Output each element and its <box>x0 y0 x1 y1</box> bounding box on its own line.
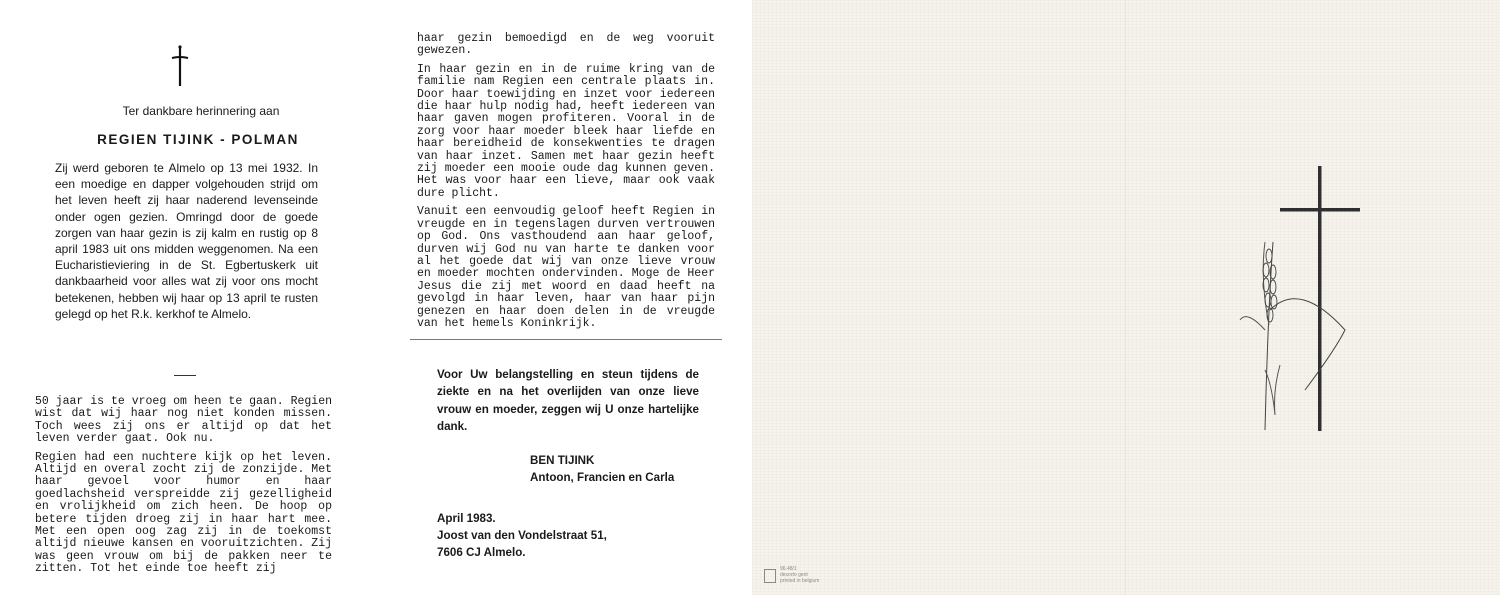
biography-text: Zij werd geboren te Almelo op 13 mei 1932. In een moedige en dapper volgehouden strijd om het leven heeft zij haar naderend levenseinde onder ogen gezien. Omringd door de goede zorgen van haar gezin is zij kalm en rustig op 8 april 1983 uit ons midden weggenomen. Na een Eucharistieviering in de St. Egbertuskerk uit dankbaarheid voor alles wat zij voor ons mocht betekenen, hebben wij haar op 13 april te rusten gelegd op het R.k. kerkhof te Almelo. <box>55 161 318 321</box>
paragraph: In haar gezin en in de ruime kring van de familie nam Regien een centrale plaats in. Door haar toewijding en inzet voor iedereen die haar hulp nodig had, heeft iedereen van haar gaven mogen profiteren. Vooral in de zorg voor haar moeder bleek haar liefde en haar bereidheid de konsekwenties te dragen van haar inzet. Samen met haar gezin heeft zij moeder een mooie oude dag kunnen geven. Het was voor haar een lieve, maar ook vaak dure plicht. <box>417 62 715 200</box>
city-line: 7606 CJ Almelo. <box>437 546 526 559</box>
card-cover-panel <box>752 0 1500 595</box>
memorial-column-left <box>35 396 332 582</box>
thanks-divider <box>410 339 722 340</box>
fold-line <box>1125 0 1126 595</box>
printer-code: 96.48/1 <box>780 566 797 572</box>
street-line: Joost van den Vondelstraat 51, <box>437 529 607 542</box>
children-names: Antoon, Francien en Carla <box>530 471 675 485</box>
printer-logo <box>764 569 776 583</box>
section-divider <box>174 375 196 376</box>
thanks-message: Voor Uw belangstelling en steun tijdens de ziekte en na het overlijden van onze lieve vrouw en moeder, zeggen wij U onze hartelijke dank. <box>437 368 699 434</box>
signature-name: BEN TIJINK <box>530 454 595 467</box>
paragraph: Vanuit een eenvoudig geloof heeft Regien in vreugde en in tegenslagen durven vertrouwen op God. Ons vasthoudend aan haar geloof, durven wij God nu van harte te danken voor al het goede dat wij van onze lieve vrouw en moeder mochten ondervinden. Moge de Heer Jesus die zij met woord en daad heeft na gevolgd in haar leven, haar van haar pijn genezen en haar doen delen in de vreugde van het hemels Koninkrijk. <box>417 205 715 330</box>
address-block <box>437 510 607 561</box>
small-cross-icon <box>170 44 190 88</box>
date-line: April 1983. <box>437 512 496 525</box>
printer-info <box>780 566 819 584</box>
paragraph: 50 jaar is te vroeg om heen te gaan. Regien wist dat wij haar nog niet konden missen. Toch wees zij ons er altijd op dat het leven verder gaat. Ook nu. <box>35 395 332 446</box>
printer-name: desorto gent <box>780 572 808 578</box>
family-signature <box>530 452 674 487</box>
printer-country: printed in belgium <box>780 578 820 584</box>
intro-text: Ter dankbare herinnering aan <box>122 104 280 118</box>
paragraph: haar gezin bemoedigd en de weg vooruit gewezen. <box>417 32 715 58</box>
cross-with-wheat-icon <box>1235 160 1370 435</box>
memorial-column-right <box>417 33 715 336</box>
paragraph: Regien had een nuchtere kijk op het leven. Altijd en overal zocht zij de zonzijde. Met haar gevoel voor humor en haar goedlachsheid verspreidde zij gezelligheid en vrolijkheid om zich heen. De hoop op betere tijden droeg zij in haar hart mee. Met een open oog zag zij in de toekomst altijd nieuwe kansen en vooruitzichten. Zij was geen vrouw om bij de pakken neer te zitten. Tot het einde toe heeft zij <box>35 450 332 576</box>
deceased-name: REGIEN TIJINK - POLMAN <box>97 132 299 147</box>
